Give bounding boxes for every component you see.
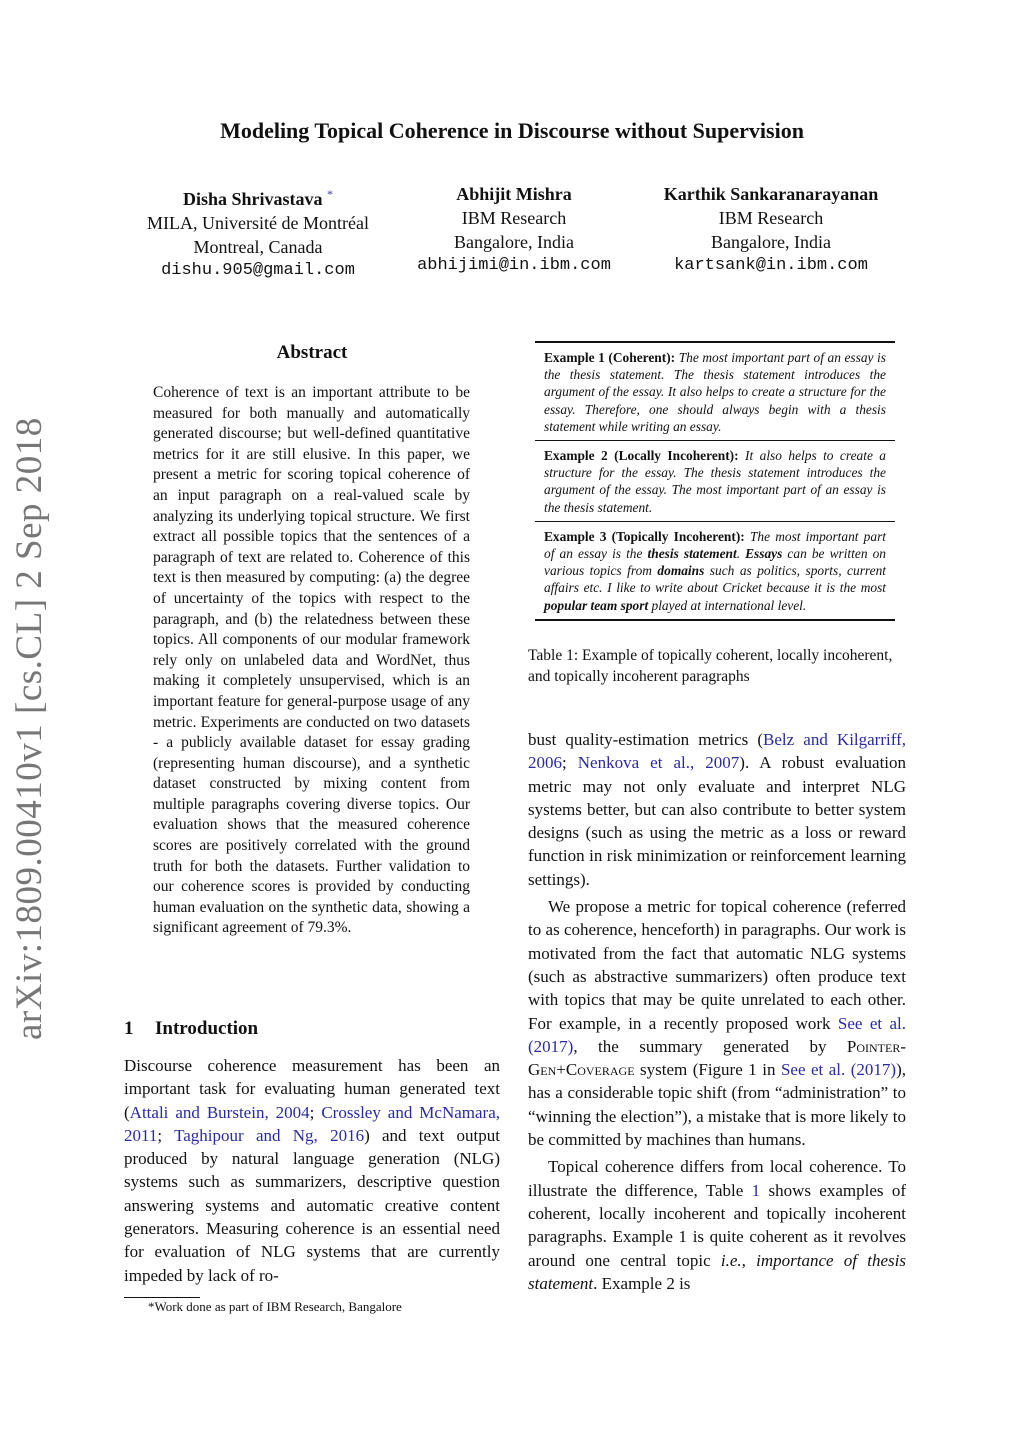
example-text: It also helps to create a structure for the essay. The thesis statement introduces the argument of the essay. The most important part of an essay is the thesis statement. (544, 448, 887, 515)
arxiv-identifier: arXiv:1809.00410v1 [cs.CL] 2 Sep 2018 (9, 417, 50, 1040)
table-caption: Table 1: Example of topically coherent, locally incoherent, and topically incoherent paragraphs (528, 647, 893, 685)
intro-paragraph: Discourse coherence measurement has been an important task for evaluating human generated text (Attali and Burstein, 2004; Crossley and McNamara, 2011; Taghipour and Ng, 2016) and text output produced by natural language generation (NLG) systems such as summarizers, descriptive question answering systems and automatic creative content generators. Measuring coherence is an essential need for evaluation of NLG systems that are currently impeded by lack of ro- (124, 1056, 500, 1285)
citation-link[interactable]: Nenkova et al., 2007 (577, 753, 740, 773)
paragraph: Topical coherence differs from local coherence. To illustrate the difference, Table 1 shows examples of coherent, locally incoherent and topically incoherent paragraphs. Example 1 is quite coherent as it revolves around one central topic i.e., importance of thesis statement. Example 2 is (528, 1157, 906, 1293)
author-block-2 (394, 182, 634, 278)
right-column-text (528, 728, 906, 1295)
author-name: Disha Shrivastava (182, 189, 323, 209)
citation-link[interactable]: Crossley and McNamara, 2011 (124, 1102, 500, 1145)
author-location: Bangalore, India (454, 232, 574, 252)
author-email: dishu.905@gmail.com (161, 261, 355, 280)
paragraph: We propose a metric for topical coherence (referred to as coherence, henceforth) in paragraphs. Our work is motivated from the fact that automatic NLG systems (such as abstractive summarizers) often produce text with topics that may be quite unrelated to each other. For example, in a recently proposed work See et al. (2017), the summary generated by Pointer-Gen+Coverage system (Figure 1 in See et al. (2017)), has a considerable topic shift (from “administration” to “winning the election”), a mistake that is more likely to be committed by machines than humans. (528, 897, 906, 1150)
author-email: kartsank@in.ibm.com (674, 256, 868, 275)
author-name: Karthik Sankaranarayanan (663, 184, 879, 204)
abstract-text: Coherence of text is an important attribute to be measured for both manually and automatically generated discourse; but well-defined quantitative metrics for it are still elusive. In this paper, we present a metric for scoring topical coherence of an input paragraph on a real-valued scale by analyzing its underlying topical structure. We first extract all possible topics that the sentences of a paragraph of text are related to. Coherence of this text is then measured by computing: (a) the degree of uncertainty of the topics with respect to the paragraph, and (b) the relatedness between these topics. All components of our modular framework rely only on unlabeled data and WordNet, thus making it completely unsupervised, which is an important feature for general-purpose usage of any metric. Experiments are conducted on two datasets - a publicly available dataset for essay grading (representing human discourse), and a synthetic dataset constructed by mixing content from multiple paragraphs covering diverse topics. Our evaluation shows that the measured coherence scores are positively correlated with the ground truth for both the datasets. Further validation to our coherence scores is provided by conducting human evaluation on the synthetic data, showing a significant agreement of 79.3%. (153, 384, 470, 937)
author-name: Abhijit Mishra (456, 184, 572, 204)
table-row-example-2 (535, 441, 895, 521)
author-block-3 (640, 182, 902, 278)
example-text: The most important part of an essay is the thesis statement. The thesis statement introduces the argument of the essay. It also helps to create a structure for the essay. Therefore, one should always begin with a thesis statement while writing an essay. (544, 350, 886, 434)
footnote: *Work done as part of IBM Research, Bangalore (148, 1299, 402, 1314)
system-name: Pointer-Gen+Coverage (528, 1036, 906, 1080)
section-title: Introduction (155, 1018, 259, 1039)
example-label: Example 1 (Coherent): (544, 350, 676, 365)
paper-title: Modeling Topical Coherence in Discourse without Supervision (220, 118, 804, 143)
example-label: Example 3 (Topically Incoherent): (544, 528, 745, 544)
table-row-example-3 (535, 522, 895, 619)
table-bottom-rule (535, 619, 895, 621)
citation-link[interactable]: Belz and Kilgarriff, 2006 (528, 730, 906, 773)
paragraph: bust quality-estimation metrics (Belz and Kilgarriff, 2006; Nenkova et al., 2007). A robust evaluation metric may not only evaluate and interpret NLG systems better, but can also contribute to better system designs (such as using the metric as a loss or reward function in risk minimization or reinforcement learning settings). (528, 730, 907, 889)
author-location: Montreal, Canada (193, 237, 323, 257)
author-affiliation: IBM Research (461, 208, 567, 228)
citation-link[interactable]: See et al. (2017) (528, 1013, 906, 1056)
abstract-heading: Abstract (276, 342, 348, 363)
example-text: The most important part of an essay is the thesis statement. Essays can be written on various topics from domains such as politics, sports, current affairs etc. I like to write about Cricket because it is the most popular team sport played at international level. (544, 528, 887, 613)
author-affiliation: IBM Research (718, 208, 824, 228)
citation-link[interactable]: See et al. (2017) (780, 1060, 897, 1080)
citation-link[interactable]: Taghipour and Ng, 2016 (174, 1125, 365, 1145)
example-label: Example 2 (Locally Incoherent): (544, 448, 739, 464)
table-ref-link[interactable]: 1 (751, 1180, 761, 1200)
citation-link[interactable]: Attali and Burstein, 2004 (129, 1102, 310, 1122)
author-block-1 (122, 182, 394, 283)
author-location: Bangalore, India (711, 232, 831, 252)
author-affiliation: MILA, Université de Montréal (147, 213, 369, 233)
section-heading (124, 1018, 258, 1040)
author-footnote-mark[interactable]: * (327, 187, 334, 201)
author-email: abhijimi@in.ibm.com (417, 256, 611, 275)
footnote-rule (124, 1297, 200, 1298)
example-table (535, 341, 895, 621)
section-number: 1 (124, 1018, 134, 1039)
table-row-example-1 (535, 343, 895, 440)
